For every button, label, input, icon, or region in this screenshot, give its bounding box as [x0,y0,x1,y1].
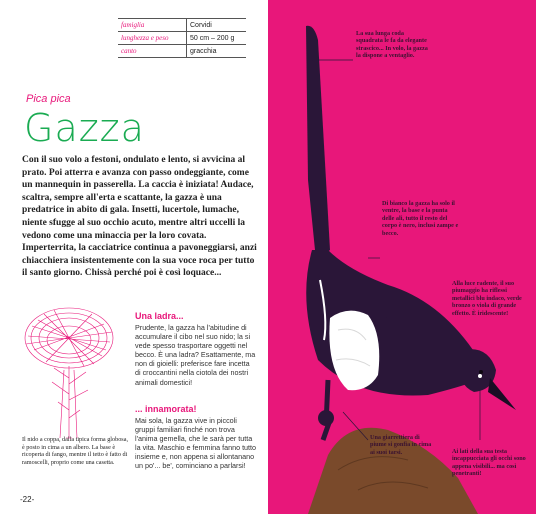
annotation-color: Di bianco la gazza ha solo il ventre, la base e la punta delle ali, tutto il resto del corpo è nero, inclusi zampe e becco. [382,200,459,237]
scientific-name: Pica pica [26,93,71,105]
box-text-ladra: Prudente, la gazza ha l'abitudine di accumulare il cibo nel suo nido; la si vede spesso trasportare oggetti nel becco. È una ladra? Esattamente, ma non di gioielli: preferisce fare incetta di croccantini nella ciotola dei nostri animali domestici! [135,323,256,387]
info-value: 50 cm – 200 g [187,32,247,45]
annotation-iridescent: Alla luce radente, il suo piumaggio ha riflessi metallici blu indaco, verde bronzo o viola di grande effetto. È iridescente! [452,280,522,317]
info-label: lunghezza e peso [118,32,187,45]
info-value: Corvidi [187,19,247,32]
annotation-feet: Una giarrettiera di piume si gonfia in cima ai suoi tarsi. [370,434,432,456]
info-label: canto [118,45,187,58]
info-row-canto [118,45,246,58]
beak-shape [488,378,516,410]
eye-icon [479,370,483,374]
info-row-lunghezza [118,32,246,45]
info-row-famiglia [118,19,246,32]
box-title-innamorata: ... innamorata! [135,404,197,414]
annotation-eyes: Ai lati della sua testa incappucciata gli occhi sono appena visibili... ma così penetranti! [452,448,526,478]
page-number: -22- [20,495,35,504]
leg-shape [323,380,330,440]
right-page [268,0,536,514]
info-label: famiglia [118,19,187,32]
white-belly [329,311,379,391]
box-text-innamorata: Mai sola, la gazza vive in piccoli gruppi familiari finché non trova l'anima gemella, che le sarà per tutta la vita. Maschio e femmina fanno tutto insieme e, non appena si allontanano un po'... be', cominciano a parlarsi! [135,416,257,471]
info-table [118,18,246,58]
annotation-tail: La sua lunga coda squadrata le fa da elegante strascico... In volo, la gazza la dispone a ventaglio. [356,30,428,60]
nest-illustration [14,298,124,443]
intro-text: Con il suo volo a festoni, ondulato e lento, si avvicina al prato. Poi atterra e avanza con passo ondeggiante, come un mannequin in passerella. La caccia è iniziata! Audace, scaltra, sempre all'erta e scattante, la gazza è una predatrice in abito di gala. Insetti, lucertole, lumache, niente sfugge al suo occhio acuto, mentre altri uccelli la vedono come una minaccia per la loro covata. Imperterrita, la cacciatrice continua a pavoneggiarsi, anzi chiacchiera insistentemente con la sua voce roca per tutto il santo giorno. Chissà perché poi è così loquace... [22,155,257,279]
tail-shape [306,26,330,260]
box-title-ladra: Una ladra... [135,311,184,321]
info-value: gracchia [187,45,247,58]
page-title: Gazza [24,106,145,150]
nest-caption: Il nido a coppa, dalla tipica forma globosa, è posto in cima a un albero. La base è ricoperta di fango, mentre il tetto è fatto di ramoscelli, proprio come una casetta. [22,436,129,466]
intro-paragraph [22,154,258,280]
